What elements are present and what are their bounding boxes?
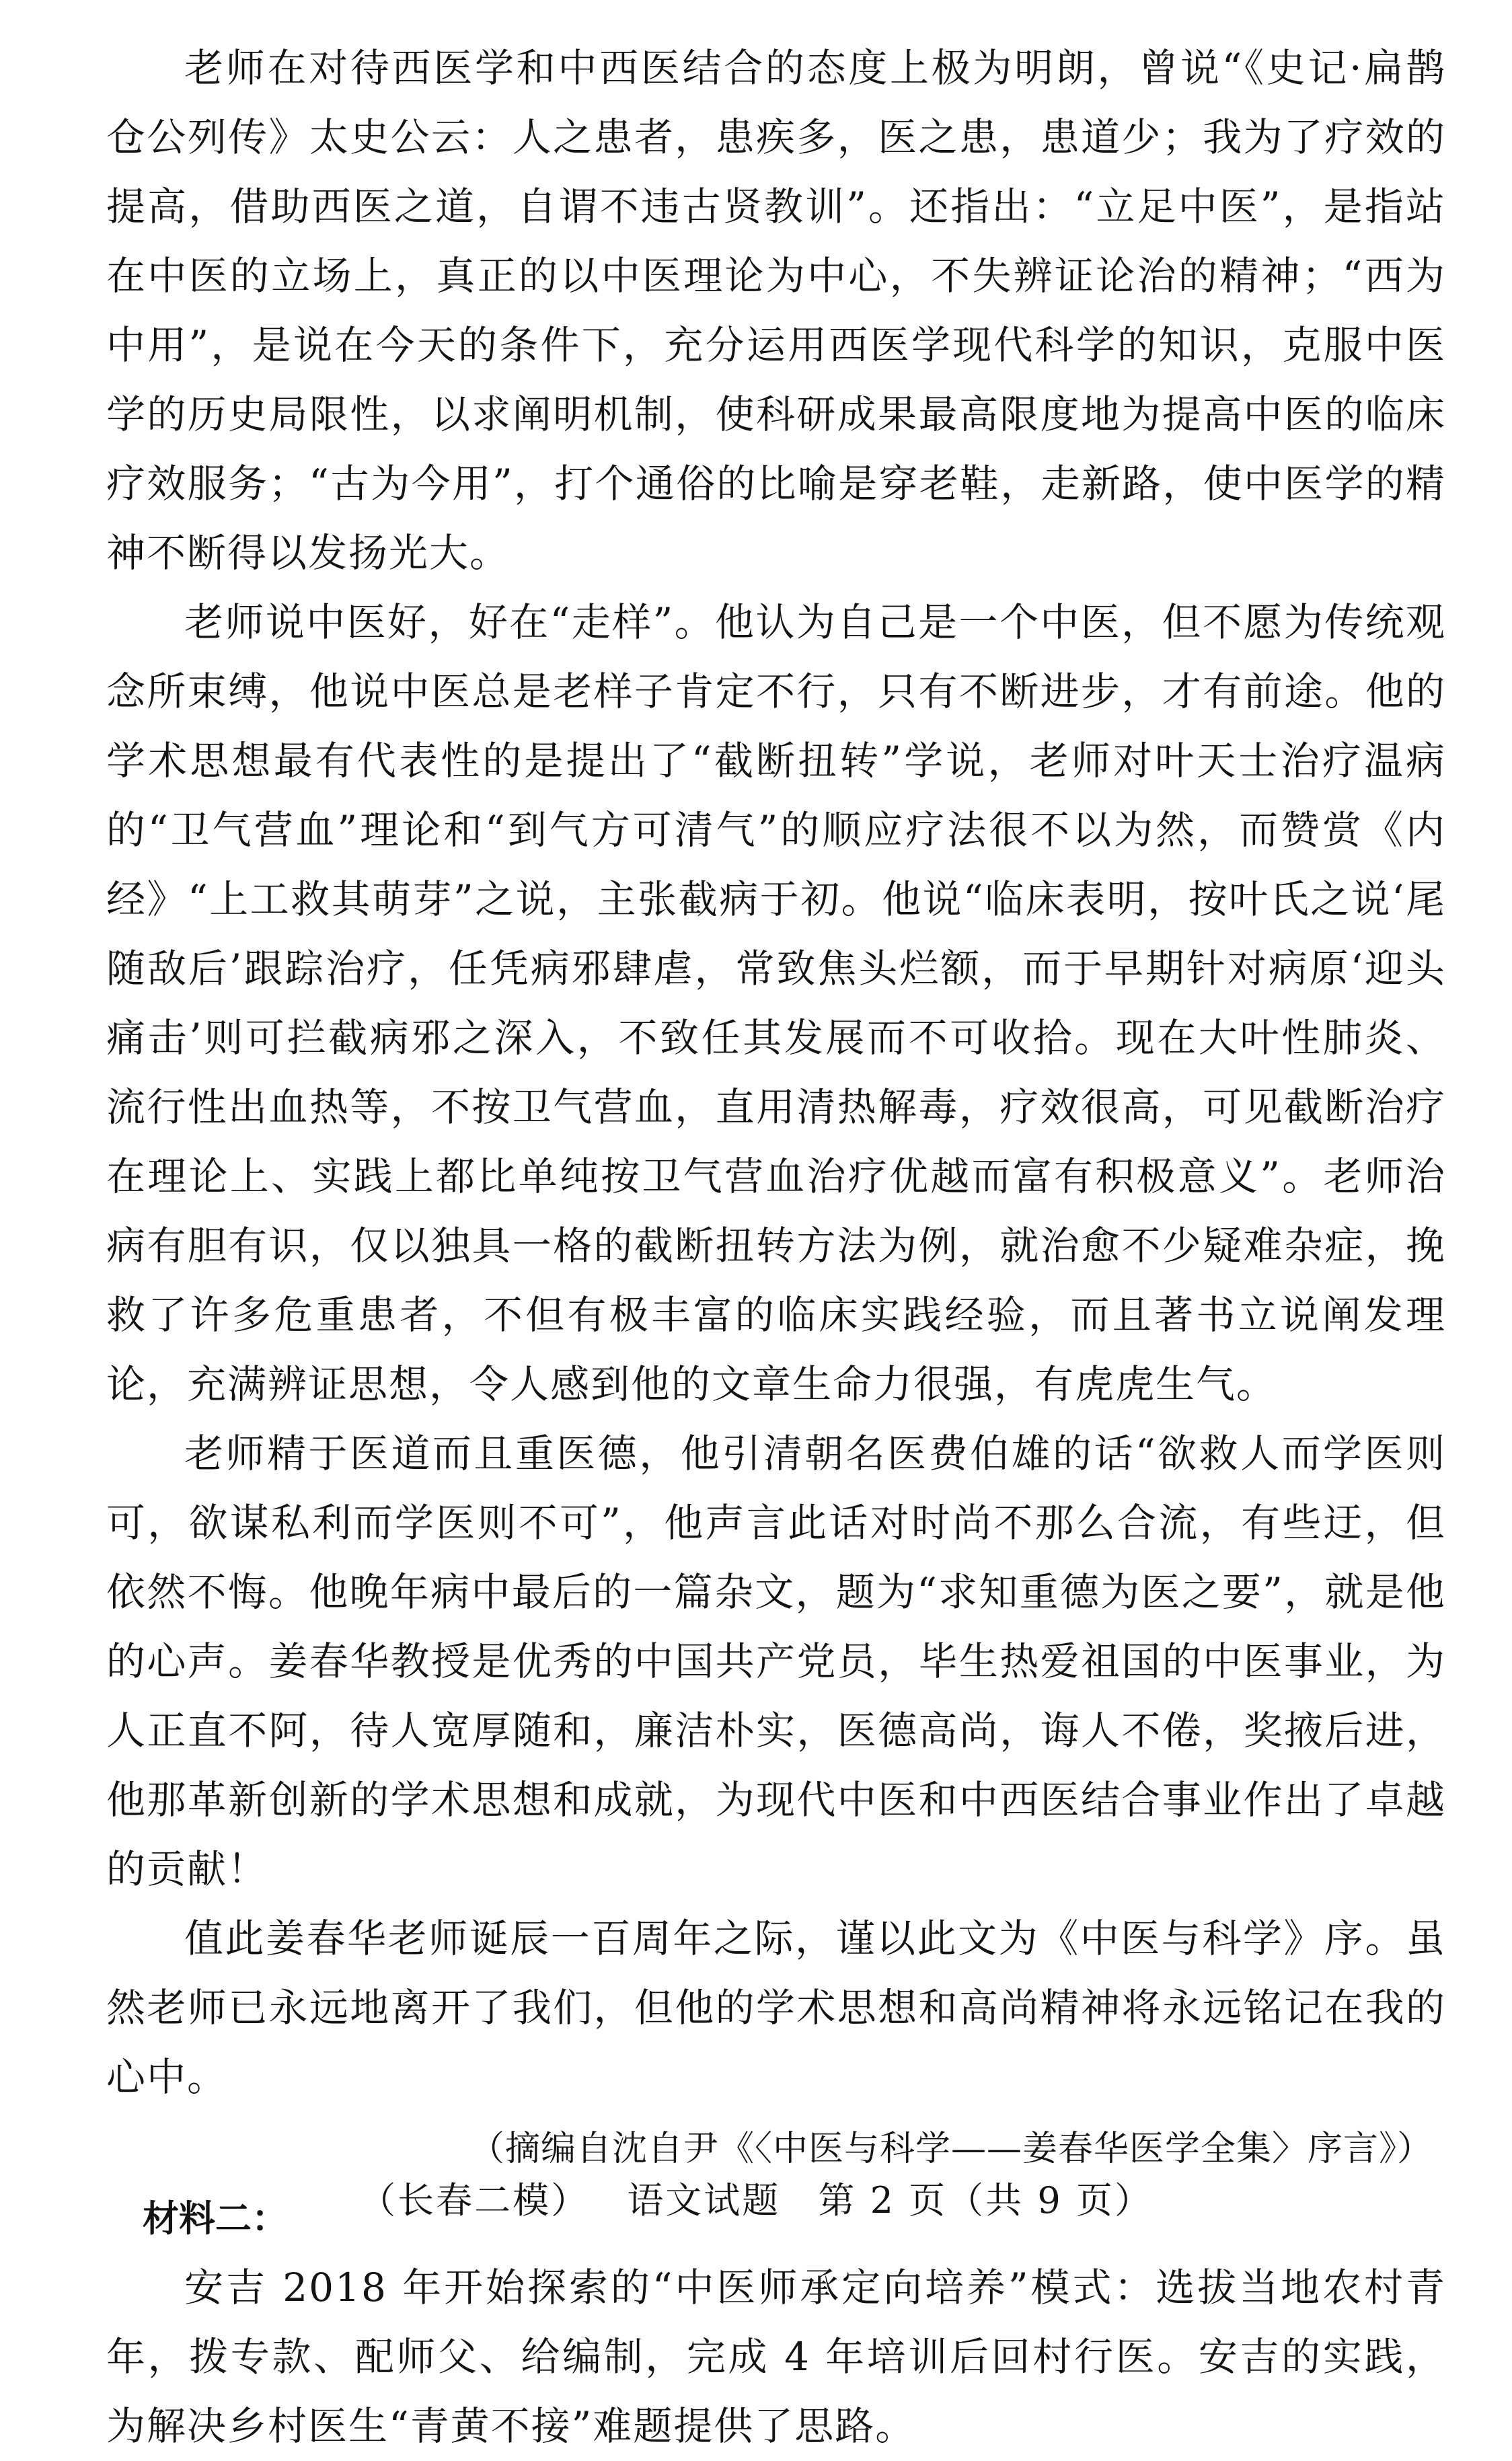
page-footer	[0, 2174, 1512, 2228]
paragraph-centenary-preface: 值此姜春华老师诞辰一百周年之际，谨以此文为《中医与科学》序。虽然老师已永远地离开了我们，但他的学术思想和高尚精神将永远铭记在我的心中。	[106, 1916, 1446, 2100]
paragraph-western-medicine-attitude: 老师在对待西医学和中西医结合的态度上极为明朗，曾说“《史记·扁鹊仓公列传》太史公云：人之患者，患疾多，医之患，患道少；我为了疗效的提高，借助西医之道，自谓不违古贤教训”。还指出：“立足中医”，是指站在中医的立场上，真正的以中医理论为中心，不失辨证论治的精神；“西为中用”，是说在今天的条件下，充分运用西医学现代科学的知识，克服中医学的历史局限性，以求阐明机制，使科研成果最高限度地为提高中医的临床疗效服务；“古为今用”，打个通俗的比喻是穿老鞋，走新路，使中医学的精神不断得以发扬光大。	[106, 45, 1446, 576]
paragraph-medical-ethics: 老师精于医道而且重医德，他引清朝名医费伯雄的话“欲救人而学医则可，欲谋私利而学医则不可”，他声言此话对时尚不那么合流，有些迂，但依然不悔。他晚年病中最后的一篇杂文，题为“求知重德为医之要”，就是他的心声。姜春华教授是优秀的中国共产党员，毕生热爱祖国的中医事业，为人正直不阿，待人宽厚随和，廉洁朴实，医德高尚，诲人不倦，奖掖后进，他那革新创新的学术思想和成就，为现代中医和中西医结合事业作出了卓越的贡献！	[106, 1431, 1446, 1892]
footer-page-number: 第 2 页（共 9 页）	[818, 2179, 1153, 2222]
section-heading-material-two: 材料二：	[143, 2197, 288, 2240]
document-page	[106, 34, 1446, 2461]
source-attribution: （摘编自沈自尹《〈中医与科学——姜春华医学全集〉序言》）	[469, 2129, 1433, 2169]
footer-exam-name: （长春二模）	[359, 2179, 590, 2222]
paragraph-jiejue-niuzhuan-theory: 老师说中医好，好在“走样”。他认为自己是一个中医，但不愿为传统观念所束缚，他说中医总是老样子肯定不行，只有不断进步，才有前途。他的学术思想最有代表性的是提出了“截断扭转”学说，老师对叶天士治疗温病的“卫气营血”理论和“到气方可清气”的顺应疗法很不以为然，而赞赏《内经》“上工救其萌芽”之说，主张截病于初。他说“临床表明，按叶氏之说‘尾随敌后’跟踪治疗，任凭病邪肆虐，常致焦头烂额，而于早期针对病原‘迎头痛击’则可拦截病邪之深入，不致任其发展而不可收拾。现在大叶性肺炎、流行性出血热等，不按卫气营血，直用清热解毒，疗效很高，可见截断治疗在理论上、实践上都比单纯按卫气营血治疗优越而富有积极意义”。老师治病有胆有识，仅以独具一格的截断扭转方法为例，就治愈不少疑难杂症，挽救了许多危重患者，不但有极丰富的临床实践经验，而且著书立说阐发理论，充满辨证思想，令人感到他的文章生命力很强，有虎虎生气。	[106, 599, 1446, 1407]
footer-subject: 语文试题	[627, 2179, 781, 2222]
paragraph-anji-practice: 安吉 2018 年开始探索的“中医师承定向培养”模式：选拔当地农村青年，拨专款、配师父、给编制，完成 4 年培训后回村行医。安吉的实践，为解决乡村医生“青黄不接”难题提供了思路。	[106, 2265, 1446, 2449]
